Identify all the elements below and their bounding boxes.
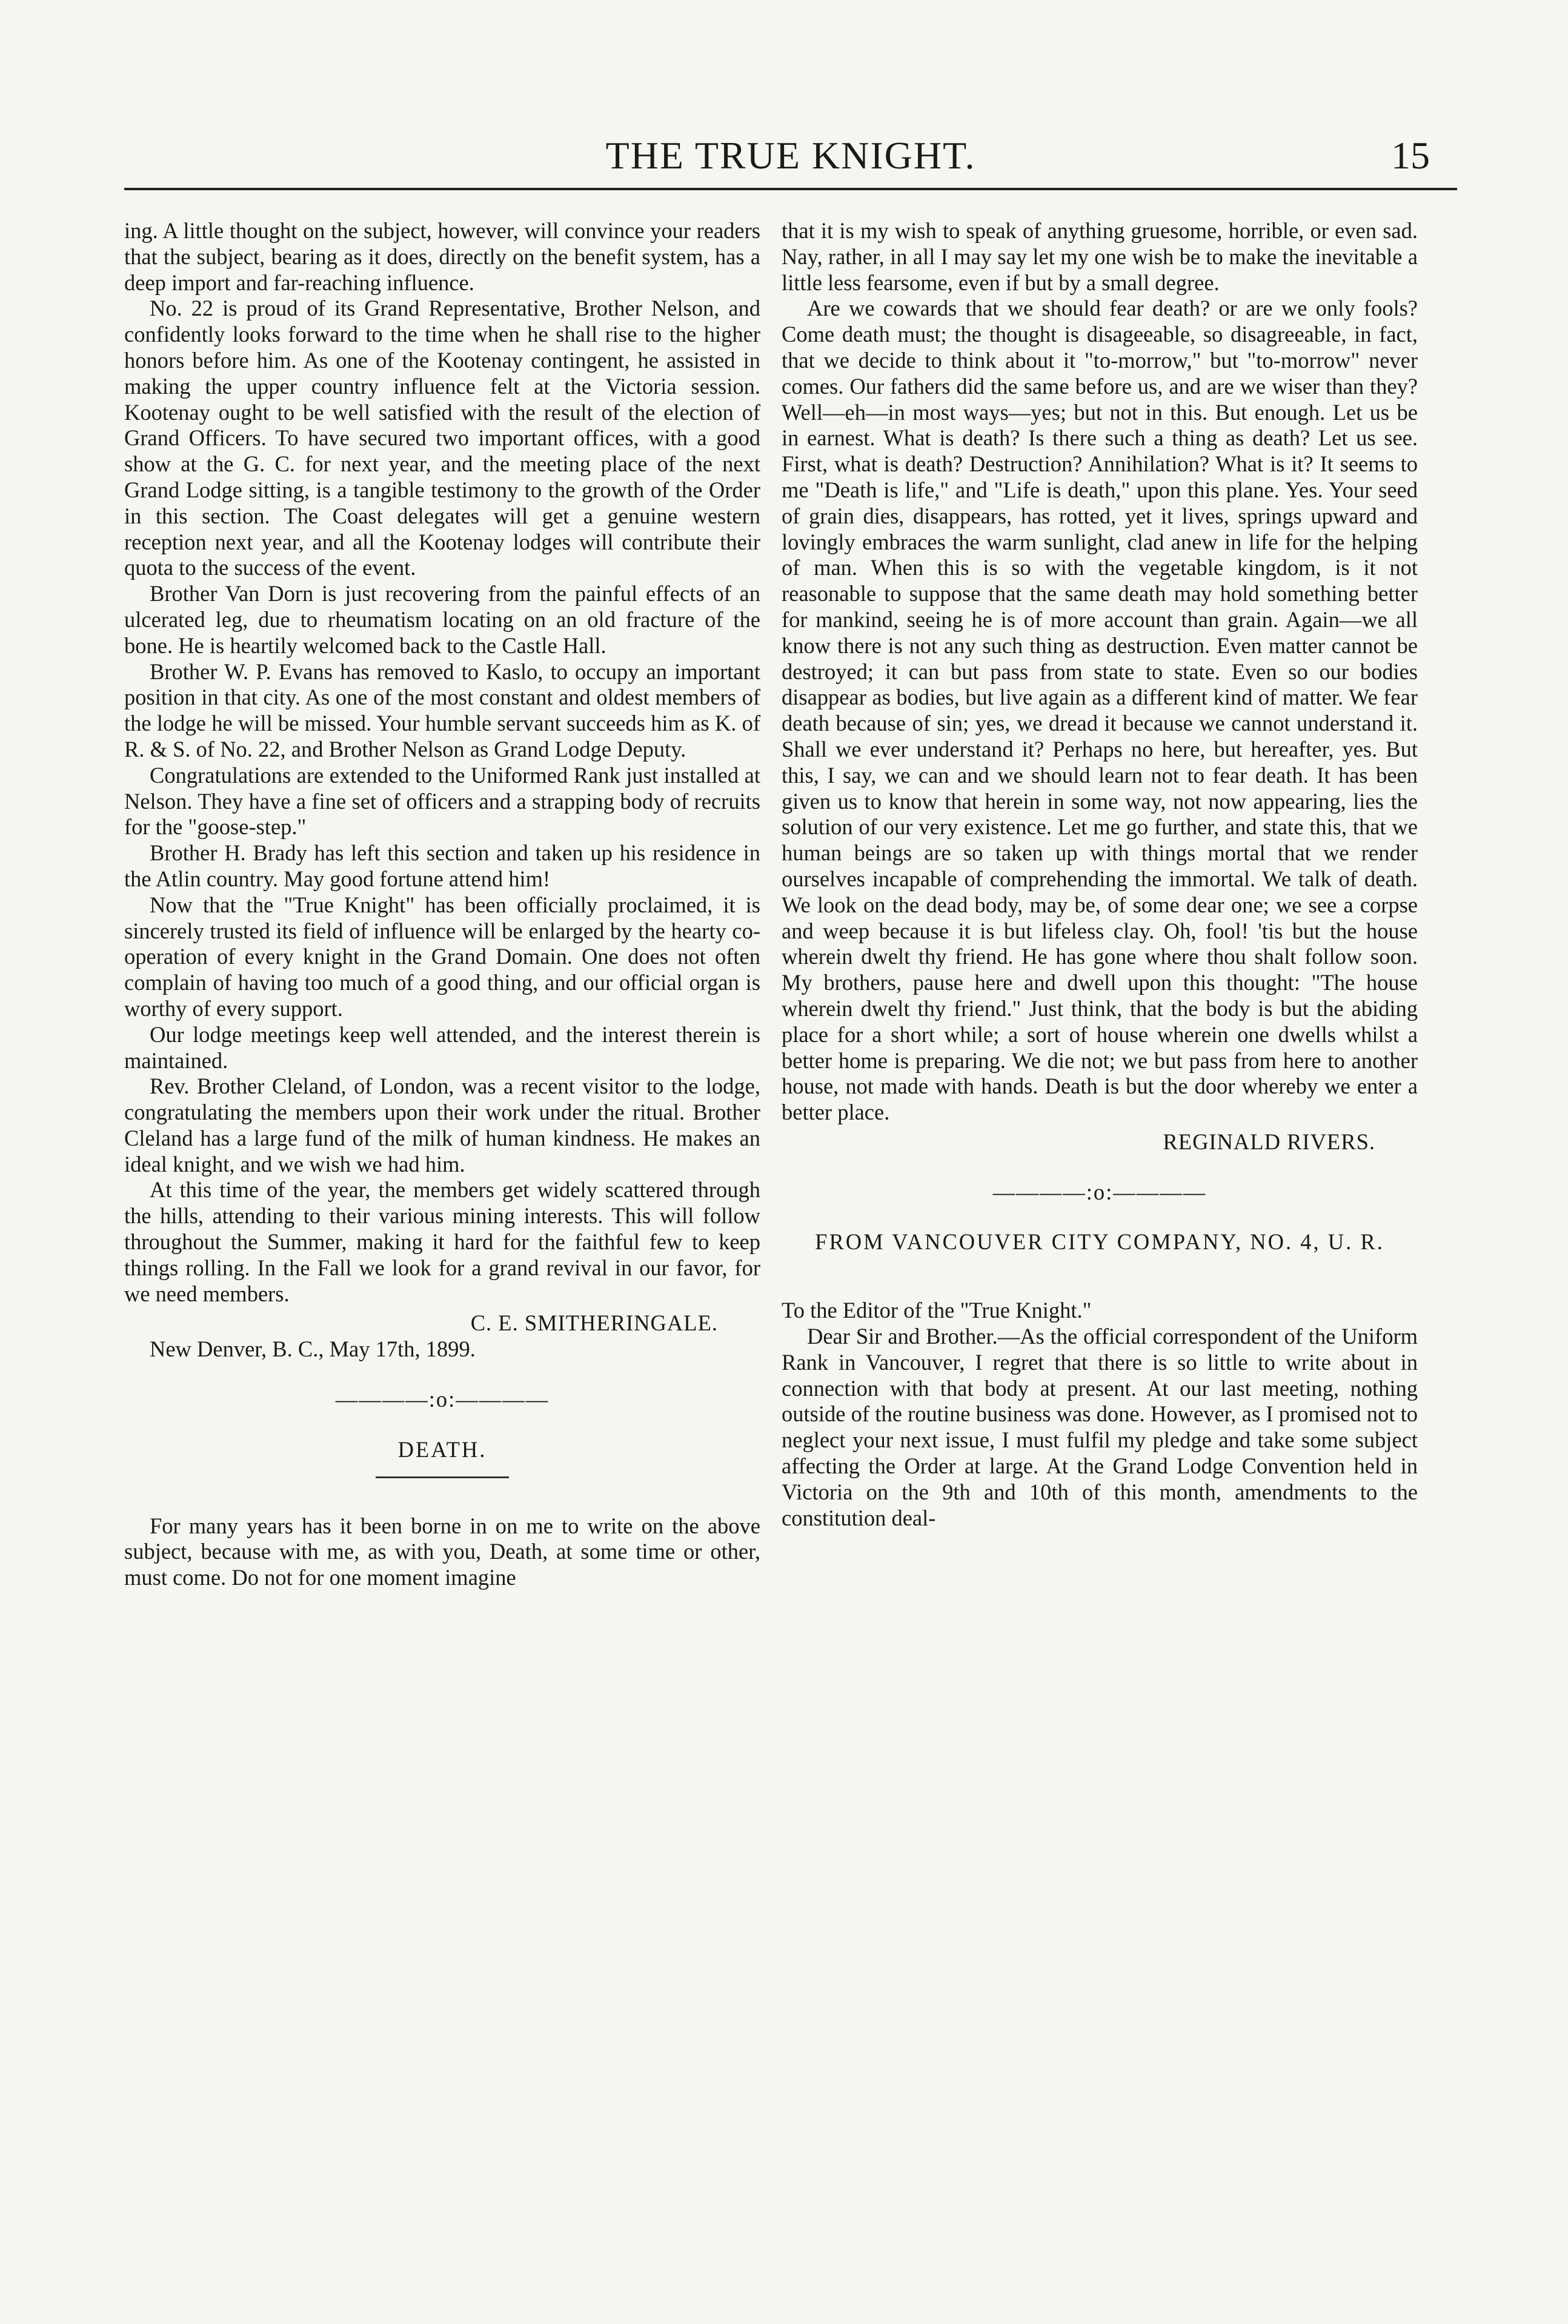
right-column [782, 218, 1418, 1531]
paragraph: Brother H. Brady has left this section and taken up his residence in the Atlin country. May good fortune attend him! [124, 840, 760, 891]
page-number: 15 [1391, 134, 1430, 177]
paragraph: No. 22 is proud of its Grand Representative, Brother Nelson, and confidently looks forward to the time when he shall rise to the higher honors before him. As one of the Kootenay contingent, he assisted in making the upper country influence felt at the Victoria session. Kootenay ought to be well satisfied with the result of the election of Grand Officers. To have secured two important offices, with a good show at the G. C. for next year, and the meeting place of the next Grand Lodge sitting, is a tangible testimony to the growth of the Order in this section. The Coast delegates will get a genuine western reception next year, and all the Kootenay lodges will contribute their quota to the success of the event. [124, 296, 760, 580]
paragraph: Now that the "True Knight" has been officially proclaimed, it is sincerely trusted its field of influence will be enlarged by the hearty co-operation of every knight in the Grand Domain. One does not often complain of having too much of a good thing, and our official organ is worthy of every support. [124, 892, 760, 1021]
dateline: New Denver, B. C., May 17th, 1899. [150, 1336, 476, 1362]
author-signature: REGINALD RIVERS. [1163, 1129, 1375, 1154]
header-rule [124, 188, 1457, 190]
paragraph: Brother Van Dorn is just recovering from the painful effects of an ulcerated leg, due to rheumatism locating on an old fracture of the bone. He is heartily welcomed back to the Castle Hall. [124, 581, 760, 658]
paragraph: Our lodge meetings keep well attended, and the interest therein is maintained. [124, 1021, 760, 1073]
paragraph: that it is my wish to speak of anything gruesome, horrible, or even sad. Nay, rather, in all I may say let my one wish be to make the inevitable a little less fearsome, even if but by a small degree. [782, 218, 1418, 295]
paragraph: For many years has it been borne in on me to write on the above subject, because with me, as with you, Death, at some time or other, must come. Do not for one moment imagine [124, 1513, 760, 1590]
author-signature: C. E. SMITHERINGALE. [470, 1310, 718, 1336]
left-column [124, 218, 760, 1591]
paragraph: At this time of the year, the members get widely scattered through the hills, attending to their various mining interests. This will follow throughout the Summer, making it hard for the faithful few to keep things rolling. In the Fall we look for a grand revival in our favor, for we need members. [124, 1177, 760, 1306]
running-title: THE TRUE KNIGHT. [605, 134, 976, 177]
heading-rule [376, 1476, 509, 1478]
section-separator: ————:o:———— [335, 1387, 550, 1412]
section-separator: ————:o:———— [992, 1179, 1207, 1204]
paragraph: Congratulations are extended to the Uniformed Rank just installed at Nelson. They have a fine set of officers and a strapping body of recruits for the "goose-step." [124, 762, 760, 840]
paragraph: ing. A little thought on the subject, however, will convince your readers that the subject, bearing as it does, directly on the benefit system, has a deep import and far-reaching influence. [124, 218, 760, 295]
page-header [127, 121, 1454, 194]
paragraph: Are we cowards that we should fear death? or are we only fools? Come death must; the thought is disageeable, so disagreeable, in fact, that we decide to think about it "to-morrow," but "to-morrow" never comes. Our fathers did the same before us, and are we wiser than they? Well—eh—in most ways—yes; but not in this. But enough. Let us be in earnest. What is death? Is there such a thing as death? Let us see. First, what is death? Destruction? Annihilation? What is it? It seems to me "Death is life," and "Life is death," upon this plane. Yes. Your seed of grain dies, disappears, has rotted, yet it lives, springs upward and lovingly embraces the warm sunlight, clad anew in life for the helping of man. When this is so with the vegetable kingdom, is it not reasonable to suppose that the same death may hold something better for mankind, seeing he is of more account than grain. Again—we all know there is not any such thing as destruction. Even matter cannot be destroyed; it can but pass from state to state. Even so our bodies disappear as bodies, but live again as a different kind of matter. We fear death because of sin; yes, we dread it because we cannot understand it. Shall we ever understand it? Perhaps no here, but hereafter, yes. But this, I say, we can and we should learn not to fear death. It has been given us to know that herein in some way, not now appearing, lies the solution of our very existence. Let me go further, and state this, that we human beings are so taken up with things mortal that we render ourselves incapable of comprehending the immortal. We talk of death. We look on the dead body, may be, of some dear one; we see a corpse and weep because it is but lifeless clay. Oh, fool! 'tis but the house wherein dwelt thy friend. He has gone where thou shalt follow soon. My brothers, pause here and dwell upon this thought: "The house wherein dwelt thy friend." Just think, that the body is but the abiding place for a short while; a sort of house wherein one dwells whilst a better home is preparing. We die not; we but pass from here to another house, not made with hands. Death is but the door whereby we enter a better place. [782, 296, 1418, 1125]
article-heading: DEATH. [397, 1436, 487, 1462]
salutation: To the Editor of the "True Knight." [782, 1298, 1092, 1323]
paragraph: Rev. Brother Cleland, of London, was a recent visitor to the lodge, congratulating the members upon their work under the ritual. Brother Cleland has a large fund of the milk of human kindness. He makes an ideal knight, and we wish we had him. [124, 1074, 760, 1177]
paragraph: Brother W. P. Evans has removed to Kaslo, to occupy an important position in that city. As one of the most constant and oldest members of the lodge he will be missed. Your humble servant succeeds him as K. of R. & S. of No. 22, and Brother Nelson as Grand Lodge Deputy. [124, 659, 760, 762]
paragraph: Dear Sir and Brother.—As the official correspondent of the Uniform Rank in Vancouver, I regret that there is so little to write about in connection with that body at present. At our last meeting, nothing outside of the routine business was done. However, as I promised not to neglect your next issue, I must fulfil my pledge and take some subject affecting the Order at large. At the Grand Lodge Convention held in Victoria on the 9th and 10th of this month, amendments to the constitution deal- [782, 1324, 1418, 1530]
article-heading: FROM VANCOUVER CITY COMPANY, NO. 4, U. R. [815, 1229, 1384, 1255]
